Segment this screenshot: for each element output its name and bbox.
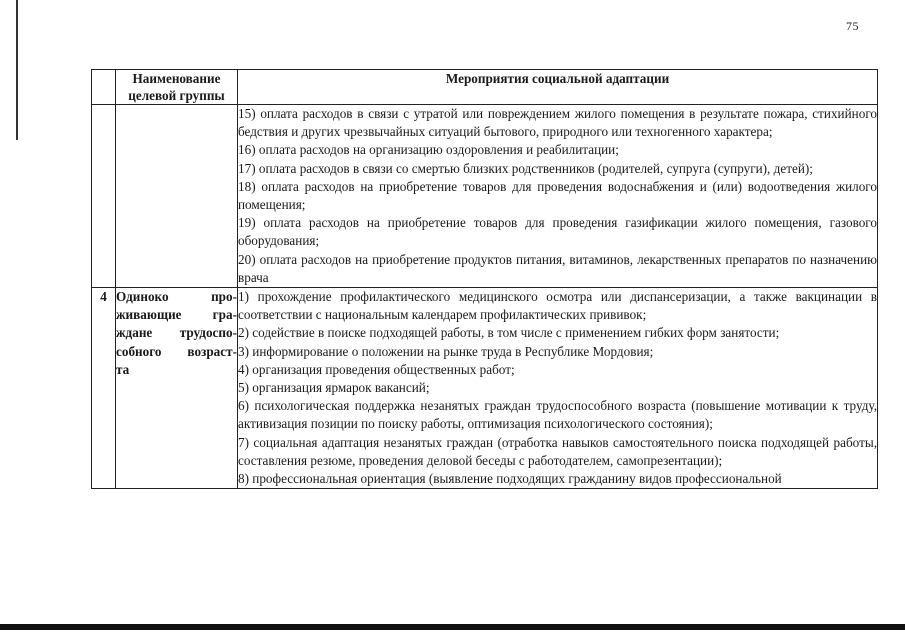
measure-item: 15) оплата расходов в связи с утратой или повреждением жилого помещения в результате пожара, стихийного бедствия и других чрезвычайных ситуаций бытового, природного или техногенного характера; (238, 106, 877, 140)
table-row (92, 105, 878, 288)
target-group-line: ждане трудоспо- (116, 325, 237, 341)
measure-item: 4) организация проведения общественных работ; (238, 361, 515, 377)
target-group-cell (116, 288, 238, 489)
target-group-line: Одиноко про- (116, 289, 237, 305)
measure-item: 2) содействие в поиске подходящей работы, в том числе с применением гибких форм занятости; (238, 325, 780, 341)
measure-item: 5) организация ярмарок вакансий; (238, 380, 430, 396)
measure-item: 17) оплата расходов в связи со смертью близких родственников (родителей, супруга (супруги), детей); (238, 160, 813, 176)
row-number: 4 (92, 288, 116, 489)
target-group-line: собного возраст- (116, 343, 237, 359)
target-group-line: та (116, 361, 130, 377)
table-header-row (92, 70, 878, 105)
measures-cell (238, 288, 878, 489)
header-number (92, 70, 116, 105)
row-number (92, 105, 116, 288)
scan-bottom-edge (0, 624, 905, 630)
measure-item: 3) информирование о положении на рынке труда в Республике Мордовия; (238, 343, 654, 359)
social-adaptation-table (91, 69, 878, 489)
header-target-group: Наименование целевой группы (116, 70, 238, 105)
measures-cell (238, 105, 878, 288)
target-group-cell (116, 105, 238, 288)
measure-item: 19) оплата расходов на приобретение товаров для проведения газификации жилого помещения, газового оборудования; (238, 215, 877, 249)
measure-item: 16) оплата расходов на организацию оздоровления и реабилитации; (238, 142, 619, 158)
left-margin-rule (16, 0, 18, 140)
measure-item: 1) прохождение профилактического медицинского осмотра или диспансеризации, а также вакцинации в соответствии с национальным календарем профилактических прививок; (238, 289, 877, 323)
measure-item: 6) психологическая поддержка незанятых граждан трудоспособного возраста (повышение мотивации к труду, активизация позиции по поиску работы, оптимизация психологического состояния); (238, 398, 877, 432)
target-group-line: живающие гра- (116, 307, 237, 323)
measure-item: 18) оплата расходов на приобретение товаров для проведения водоснабжения и (или) водоотведения жилого помещения; (238, 178, 877, 213)
measure-item: 20) оплата расходов на приобретение продуктов питания, витаминов, лекарственных препаратов по назначению врача (238, 251, 877, 285)
header-measures: Мероприятия социальной адаптации (238, 70, 878, 105)
measure-item: 7) социальная адаптация незанятых граждан (отработка навыков самостоятельного поиска подходящей работы, составления резюме, проведения деловой беседы с работодателем, самопрезентации); (238, 434, 877, 468)
page-number: 75 (846, 19, 859, 33)
table-row (92, 288, 878, 489)
measure-item: 8) профессиональная ориентация (выявление подходящих гражданину видов профессиональной (238, 471, 782, 487)
